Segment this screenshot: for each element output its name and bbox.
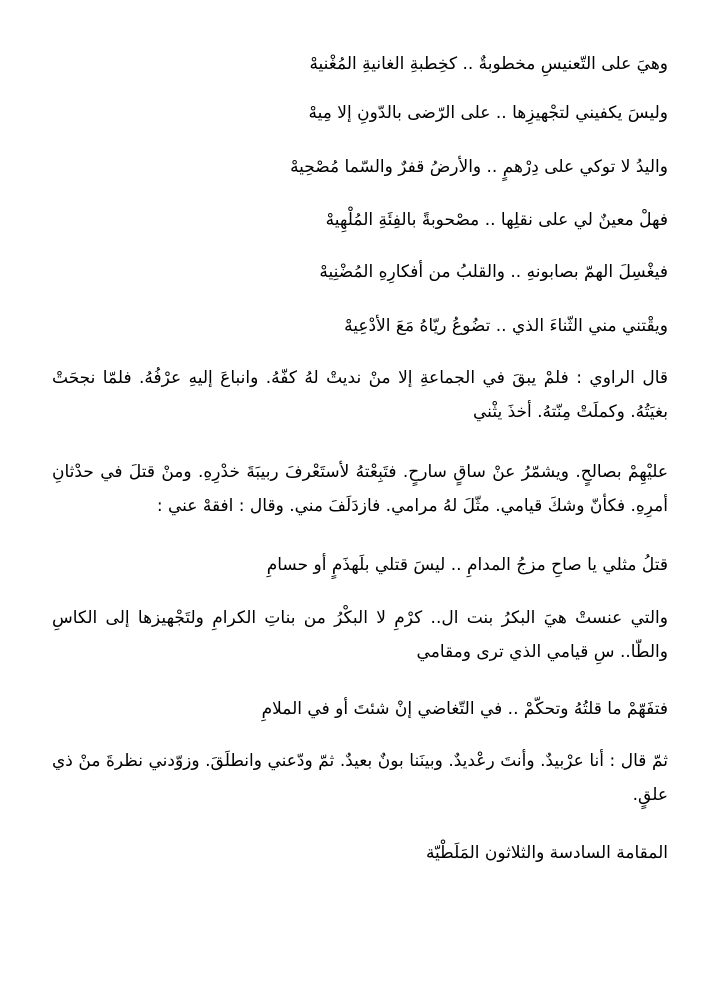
verse-paragraph: والتي عنستْ هيَ البكرُ بنت ال.. كرْمِ لا البكْرُ من بناتِ الكرامِ ولتَجْهيزها إلى الكاسِ والطّا.. سِ قيامي الذي ترى ومقامي — [52, 608, 668, 662]
next-section-heading: المقامة السادسة والثلاثون المَلَطْيّة — [425, 843, 668, 863]
verse-line-6: ويقْتني مني الثّناءَ الذي .. تضُوعُ ريّاهُ مَعَ الأدْعِيهْ — [344, 316, 668, 336]
closing-paragraph: ثمّ قال : أنا عرْبيدٌ. وأنتَ رعْديدٌ. وبينَنا بونٌ بعيدٌ. ثمّ ودّعني وانطلَقَ. وزوّدني نظرةَ منْ ذي علقٍ. — [52, 751, 668, 805]
verse-line-3: واليدُ لا توكي على دِرْهمٍ .. والأرضُ قفرٌ والسّما مُصْحِيهْ — [290, 157, 668, 177]
verse-line-8: فتفَهّمْ ما قلتُهُ وتحكّمْ .. في التّغاضي إنْ شئتَ أو في الملامِ — [261, 699, 668, 719]
verse-line-1: وهيَ على التّعنيسِ مخطوبةٌ .. كخِطبةِ الغانيةِ المُغْنيهْ — [309, 54, 668, 74]
verse-line-2: وليسَ يكفيني لتجْهيزِها .. على الرّضى بالدّونِ إلا مِيهْ — [308, 103, 668, 123]
prose-paragraph: عليْهِمْ بصالحٍ. ويشمّرُ عنْ ساقٍ سارحٍ. فتَبِعْتهُ لأستَعْرفَ ربيبَةَ خدْرِهِ. ومنْ قتلَ في حدْثانِ أمرِهِ. فكأنّ وشكَ قيامي. مثّلَ لهُ مرامي. فازدَلَفَ مني. وقال : افقهْ عني : — [52, 462, 668, 516]
narrator-paragraph: قال الراوي : فلمْ يبقَ في الجماعةِ إلا منْ نديتْ لهُ كفّهُ. وانباعَ إليهِ عرْفُهُ. فلمّا نجحَتْ بغيَتُهُ. وكملَتْ مِنّتهُ. أخذَ يثْني — [52, 368, 668, 422]
verse-line-7: قتلُ مثلي يا صاحِ مزجُ المدامِ .. ليسَ قتلي بلَهذَمٍ أو حسامِ — [266, 555, 668, 575]
verse-line-4: فهلْ معينٌ لي على نقلِها .. مصْحوبةً بالفِئَةِ المُلْهِيهْ — [325, 210, 668, 230]
verse-line-5: فيغْسِلَ الهمّ بصابونهِ .. والقلبُ من أفكارِهِ المُضْنِيهْ — [319, 262, 668, 282]
